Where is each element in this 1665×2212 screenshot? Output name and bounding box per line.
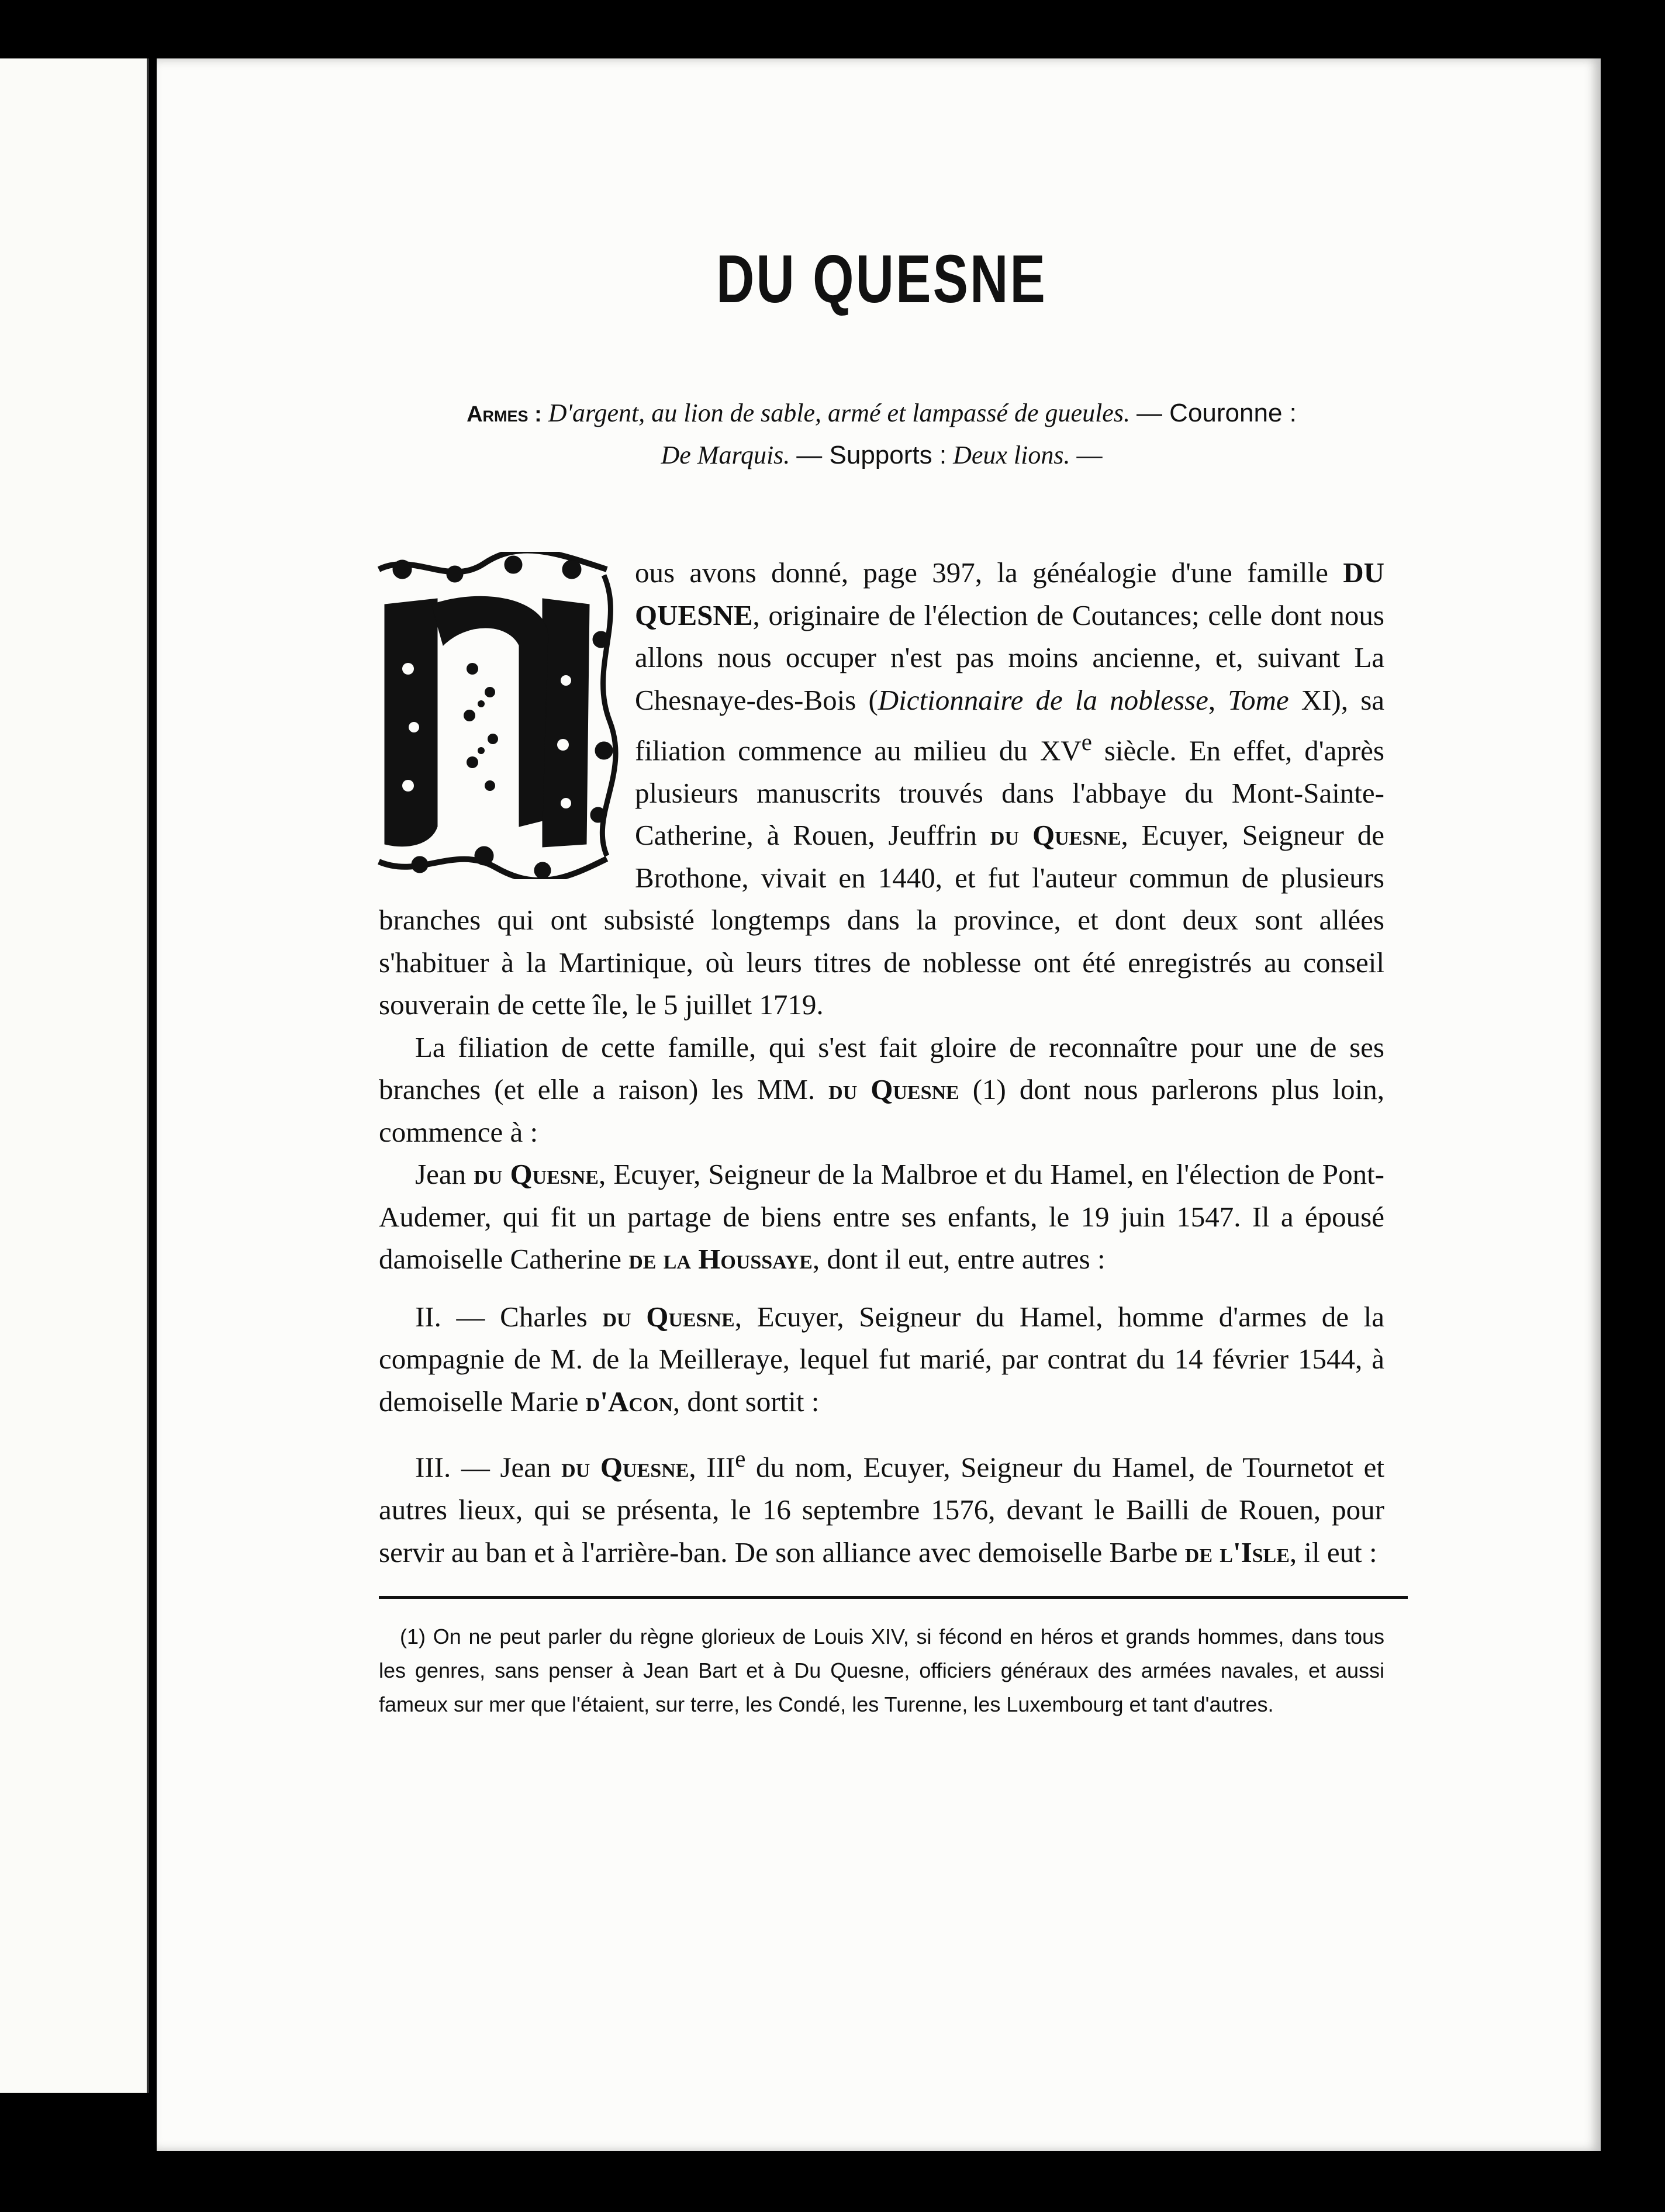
ornate-initial-N-icon	[367, 552, 620, 879]
supports-label: — Supports :	[796, 441, 947, 469]
paragraph-filiation: La filiation de cette famille, qui s'est fait gloire de reconnaître pour une de ses branches (et elle a raison) les MM. du Quesne (1) dont nous parlerons plus loin, commence à :	[379, 1031, 1384, 1148]
footnote: (1) On ne peut parler du règne glorieux de Louis XIV, si fécond en héros et grands hommes, dans tous les genres, sans penser à Jean Bart et à Du Quesne, officiers généraux des armées navales, et aussi fameux sur mer que l'étaient, sur terre, les Condé, les Turenne, les Luxembourg et tant d'autres.	[379, 1625, 1384, 1717]
armes-label: Armes :	[467, 402, 542, 427]
couronne-value: De Marquis.	[661, 441, 790, 469]
genealogy-text	[379, 552, 1384, 1574]
paragraph-generation-3: III. — Jean du Quesne, IIIe du nom, Ecuyer, Seigneur du Hamel, de Tournetot et autres lieux, qui se présenta, le 16 septembre 1576, devant le Bailli de Rouen, pour servir au ban et à l'arrière-ban. De son alliance avec demoiselle Barbe de l'Isle, il eut :	[379, 1446, 1385, 1568]
armes-blazon: D'argent, au lion de sable, armé et lampassé de gueules.	[548, 399, 1130, 427]
facing-page-edge	[0, 58, 149, 2093]
supports-value: Deux lions.	[953, 441, 1070, 469]
paragraph-generation-1: Jean du Quesne, Ecuyer, Seigneur de la Malbroe et du Hamel, en l'élection de Pont-Audemer, qui fit un partage de biens entre ses enfants, le 19 juin 1547. Il a épousé damoiselle Catherine de la Houssaye, dont il eut, entre autres :	[379, 1158, 1384, 1276]
footnote-divider	[379, 1596, 1408, 1599]
page-title: DU QUESNE	[716, 241, 1048, 317]
book-page	[157, 58, 1601, 2151]
paragraph-intro: ous avons donné, page 397, la généalogie d'une famille DU QUESNE, originaire de l'élection de Coutances; celle dont nous allons nous occuper n'est pas moins ancienne, et, suivant La Chesnaye-des-Bois (Dictionnaire de la noblesse, Tome XI), sa filiation commence au milieu du XVe siècle. En effet, d'après plusieurs manuscrits trouvés dans l'abbaye du Mont-Sainte-Catherine, à Rouen, Jeuffrin du Quesne, Ecuyer, Seigneur de Brothone, vivait en 1440, et fut l'auteur commun de plusieurs branches qui ont subsisté longtemps dans la province, et dont deux sont allées s'habituer à la Martinique, où leurs titres de noblesse ont été enregistrés au conseil souverain de cette île, le 5 juillet 1719.	[379, 557, 1385, 1021]
couronne-label: — Couronne :	[1136, 399, 1297, 427]
armes-end-dash: —	[1076, 441, 1103, 469]
page-content	[379, 240, 1384, 1743]
coat-of-arms-description	[379, 393, 1384, 476]
paragraph-generation-2: II. — Charles du Quesne, Ecuyer, Seigneur du Hamel, homme d'armes de la compagnie de M. de la Meilleraye, lequel fut marié, par contrat du 14 février 1544, à demoiselle Marie d'Acon, dont sortit :	[379, 1300, 1384, 1418]
